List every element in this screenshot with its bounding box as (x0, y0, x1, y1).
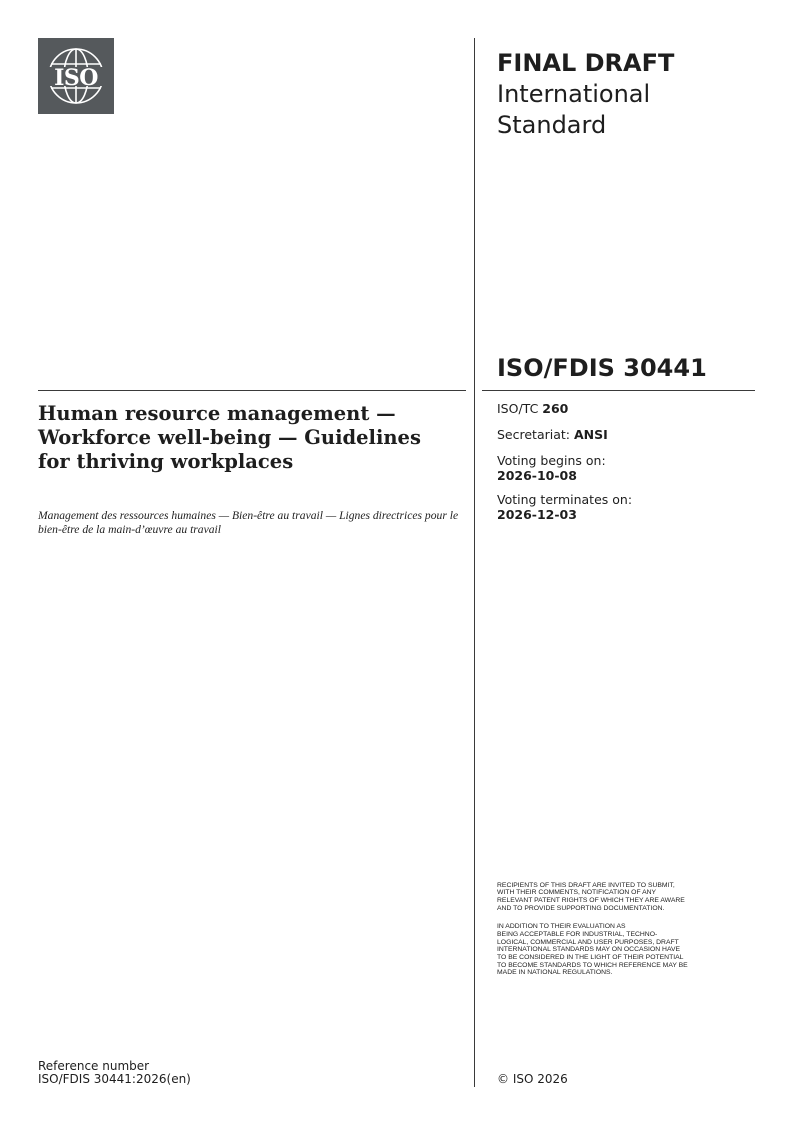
document-status (497, 48, 757, 141)
right-divider (482, 390, 755, 391)
iso-logo (38, 38, 114, 114)
notice-evaluation: IN ADDITION TO THEIR EVALUATION AS BEING ACCEPTABLE FOR INDUSTRIAL, TECHNO- LOGICAL, COMMERCIAL AND USER PURPOSES, DRAFT INTERNATIONAL STANDARDS MAY ON OCCASION HAVE TO BE CONSIDERED IN THE LIGHT OF THEIR POTENTIAL TO BECOME STANDARDS TO WHICH REFERENCE MAY BE MADE IN NATIONAL REGULATIONS. (497, 923, 688, 977)
iso-globe-icon (38, 38, 114, 114)
document-type-line1: International (497, 80, 651, 108)
secretariat-label: Secretariat: (497, 427, 574, 442)
reference-value: ISO/FDIS 30441:2026(en) (38, 1072, 191, 1086)
document-number: ISO/FDIS 30441 (497, 354, 707, 382)
voting-begins-label: Voting begins on: (497, 453, 606, 468)
vertical-divider (474, 38, 475, 1087)
document-type-line2: Standard (497, 111, 607, 139)
committee-row (497, 401, 757, 416)
voting-terminates-date: 2026-12-03 (497, 507, 577, 522)
english-title: Human resource management — Workforce well-being — Guidelines for thriving workplaces (38, 402, 421, 473)
voting-terminates-row (497, 492, 757, 522)
left-divider (38, 390, 466, 391)
committee-label: ISO/TC (497, 401, 543, 416)
notice-patent-rights: RECIPIENTS OF THIS DRAFT ARE INVITED TO SUBMIT, WITH THEIR COMMENTS, NOTIFICATION OF ANY RELEVANT PATENT RIGHTS OF WHICH THEY ARE AWARE AND TO PROVIDE SUPPORTING DOCUMENTATION. (497, 881, 685, 912)
secretariat-value: ANSI (573, 427, 608, 442)
committee-value: 260 (542, 401, 569, 416)
document-meta (497, 401, 757, 533)
reference-label: Reference number (38, 1059, 150, 1073)
voting-terminates-label: Voting terminates on: (497, 492, 633, 507)
secretariat-row (497, 427, 757, 442)
stage-label: FINAL DRAFT (497, 49, 675, 77)
voting-begins-date: 2026-10-08 (497, 468, 577, 483)
voting-begins-row (497, 453, 757, 483)
french-title: Management des ressources humaines — Bien-être au travail — Lignes directrices pour le bien-être de la main-d’œuvre au travail (38, 509, 459, 536)
reference-number (38, 1060, 191, 1086)
svg-text:ISO: ISO (54, 65, 98, 91)
draft-notice (497, 874, 759, 988)
copyright: © ISO 2026 (497, 1072, 568, 1086)
